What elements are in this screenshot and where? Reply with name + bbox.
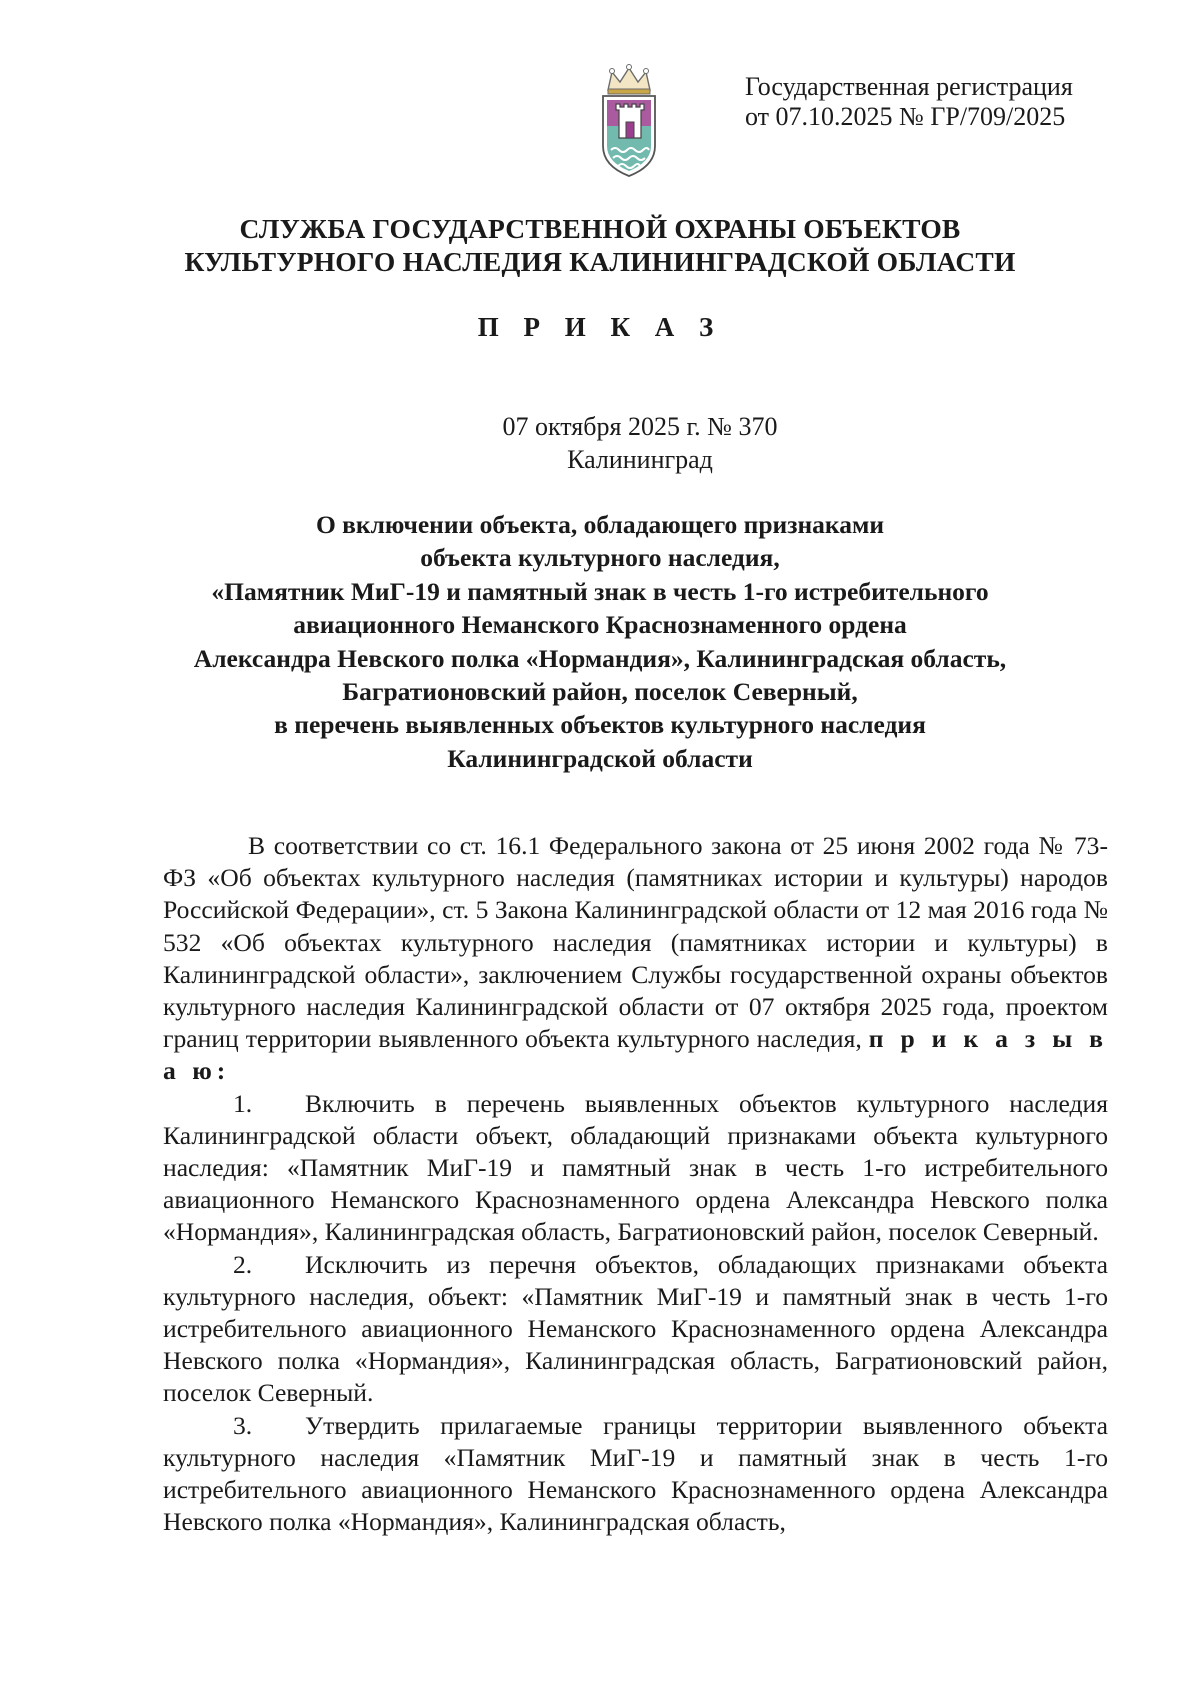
crown-icon bbox=[608, 65, 650, 95]
order-item-3 bbox=[163, 1410, 1108, 1539]
order-city: Калининград bbox=[567, 445, 713, 474]
subject-line: Александра Невского полка «Нормандия», Калининградская область, bbox=[193, 643, 1007, 673]
order-meta bbox=[0, 410, 1200, 476]
shield-icon bbox=[603, 96, 655, 176]
subject-line: Калининградской области bbox=[447, 743, 753, 773]
item-number: 1. bbox=[233, 1088, 253, 1118]
agency-line-2: КУЛЬТУРНОГО НАСЛЕДИЯ КАЛИНИНГРАДСКОЙ ОБЛАСТИ bbox=[184, 246, 1016, 277]
item-text: Исключить из перечня объектов, обладающих признаками объекта культурного наследия, объект: «Памятник МиГ-19 и памятный знак в честь 1-го истребительного авиационного Неманского Краснознаменного ордена Александра Невского полка «Нормандия», Калининградская область, Багратионовский район, поселок Северный. bbox=[163, 1249, 1108, 1408]
order-subject bbox=[0, 508, 1200, 775]
document-type-title: П Р И К А З bbox=[477, 312, 723, 342]
subject-line: авиационного Неманского Краснознаменного ордена bbox=[293, 610, 907, 640]
preamble-paragraph bbox=[163, 830, 1108, 1088]
registration-line-2: от 07.10.2025 № ГР/709/2025 bbox=[745, 102, 1066, 131]
subject-line: в перечень выявленных объектов культурного наследия bbox=[274, 710, 926, 740]
agency-name bbox=[0, 212, 1200, 278]
preamble-text: В соответствии со ст. 16.1 Федерального закона от 25 июня 2002 года № 73-ФЗ «Об объектах культурного наследия (памятниках истории и культуры) народов Российской Федерации», ст. 5 Закона Калининградской области от 12 мая 2016 года № 532 «Об объектах культурного наследия (памятниках истории и культуры) в Калининградской области», заключением Службы государственной охраны объектов культурного наследия Калининградской области от 07 октября 2025 года, проектом границ территории выявленного объекта культурного наследия, bbox=[163, 831, 1108, 1054]
subject-line: О включении объекта, обладающего признаками bbox=[315, 510, 885, 539]
item-number: 3. bbox=[233, 1410, 253, 1440]
item-text: Утвердить прилагаемые границы территории выявленного объекта культурного наследия «Памятник МиГ-19 и памятный знак в честь 1-го истребительного авиационного Неманского Краснознаменного ордена Александра Невского полка «Нормандия», Калининградская область, bbox=[163, 1410, 1108, 1537]
order-item-1 bbox=[163, 1088, 1108, 1249]
subject-line: Багратионовский район, поселок Северный, bbox=[342, 677, 858, 707]
subject-line: объекта культурного наследия, bbox=[420, 543, 780, 573]
coat-of-arms-emblem bbox=[598, 62, 660, 180]
registration-line-1: Государственная регистрация bbox=[745, 72, 1073, 101]
item-number: 2. bbox=[233, 1249, 253, 1279]
subject-line: «Памятник МиГ-19 и памятный знак в честь 1-го истребительного bbox=[211, 576, 989, 606]
item-text: Включить в перечень выявленных объектов культурного наследия Калининградской области объект, обладающий признаками объекта культурного наследия: «Памятник МиГ-19 и памятный знак в честь 1-го истребительного авиационного Неманского Краснознаменного ордена Александра Невского полка «Нормандия», Калининградская область, Багратионовский район, поселок Северный. bbox=[163, 1088, 1108, 1247]
order-date-number: 07 октября 2025 г. № 370 bbox=[502, 412, 778, 441]
agency-line-1: СЛУЖБА ГОСУДАРСТВЕННОЙ ОХРАНЫ ОБЪЕКТОВ bbox=[239, 213, 961, 244]
registration-block bbox=[745, 72, 1165, 132]
order-word: п р и к а з ы в а ю: bbox=[163, 1024, 1108, 1086]
order-item-2 bbox=[163, 1249, 1108, 1410]
order-body bbox=[163, 830, 1108, 1538]
